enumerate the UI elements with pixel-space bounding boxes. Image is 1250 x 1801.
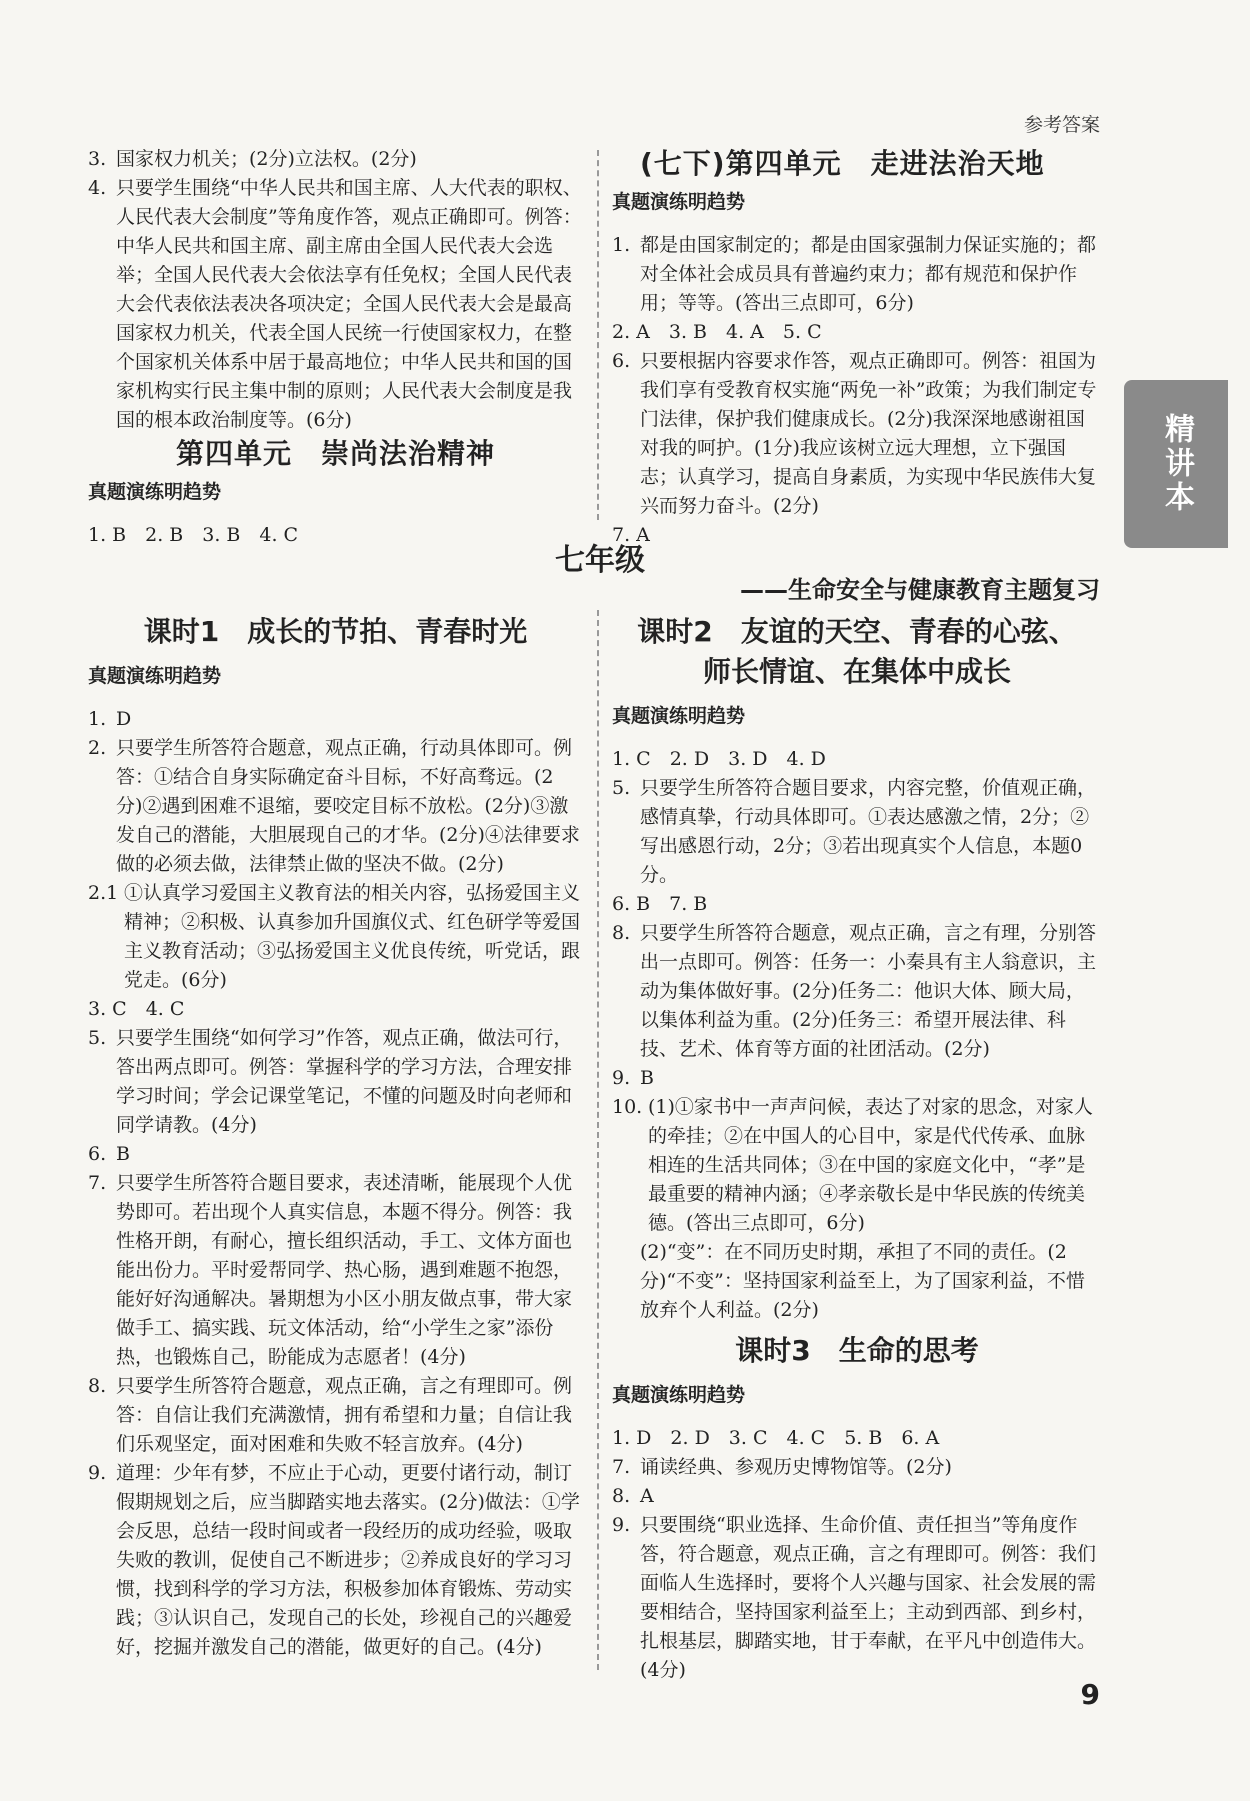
list-item: 1. 都是由国家制定的；都是由国家强制力保证实施的；都对全体社会成员具有普遍约束力；都有规范和保护作用；等等。(答出三点即可，6分) [612, 234, 1097, 314]
right-top-column [612, 145, 1102, 550]
list-item: 9. 只要围绕“职业选择、生命价值、责任担当”等角度作答，符合题意，观点正确，言之有理即可。例答：我们面临人生选择时，要将个人兴趣与国家、社会发展的需要相结合，坚持国家利益至上；主动到西部、到乡村，扎根基层，脚踏实地，甘于奉献，在平凡中创造伟大。(4分) [612, 1514, 1097, 1681]
list-item: 10. (1)①家书中一声声问候，表达了对家的思念，对家人的牵挂；②在中国人的心目中，家是代代传承、血脉相连的生活共同体；③在中国的家庭文化中，“孝”是最重要的精神内涵；④孝亲敬长是中华民族的传统美德。(答出三点即可，6分) [612, 1096, 1093, 1234]
answer-line: 7. A [612, 524, 650, 546]
unit-title: 第四单元 崇尚法治精神 [175, 437, 495, 470]
header-tag: 参考答案 [1023, 114, 1100, 136]
list-item: 2.1 ①认真学习爱国主义教育法的相关内容，弘扬爱国主义精神；②积极、认真参加升国旗仪式、红色研学等爱国主义教育活动；③弘扬爱国主义优良传统，听党话，跟党走。(6分) [88, 882, 581, 991]
answer-line: 1. B 2. B 3. B 4. C [88, 524, 299, 546]
answer-continuation: (2)“变”：在不同历史时期，承担了不同的责任。(2分)“不变”：坚持国家利益至上，为了国家利益，不惜放弃个人利益。(2分) [640, 1241, 1085, 1321]
list-item: 7. 诵读经典、参观历史博物馆等。(2分) [612, 1456, 952, 1478]
trend-label: 真题演练明趋势 [612, 191, 746, 213]
list-item: 2. 只要学生所答符合题意，观点正确，行动具体即可。例答：①结合自身实际确定奋斗目标，不好高骛远。(2分)②遇到困难不退缩，要咬定目标不放松。(2分)③激发自己的潜能，大胆展现自己的才华。(2分)④法律要求做的必须去做，法律禁止做的坚决不做。(2分) [88, 737, 580, 875]
lesson-title: 课时3 生命的思考 [735, 1334, 979, 1367]
trend-label: 真题演练明趋势 [612, 705, 746, 727]
answer-line: 1. D 2. D 3. C 4. C 5. B 6. A [612, 1427, 940, 1449]
page-number: 9 [1080, 1678, 1100, 1711]
list-item: 9. 道理：少年有梦，不应止于心动，更要付诸行动，制订假期规划之后，应当脚踏实地去落实。(2分)做法：①学会反思，总结一段时间或者一段经历的成功经验，吸取失败的教训，促使自己不断进步；②养成良好的学习习惯，找到科学的学习方法，积极参加体育锻炼、劳动实践；③认识自己，发现自己的长处，珍视自己的兴趣爱好，挖掘并激发自己的潜能，做更好的自己。(4分) [88, 1462, 580, 1658]
side-tab-label: 精讲本 [1159, 413, 1194, 515]
list-item: 9. B [612, 1067, 654, 1089]
list-item: 8. A [612, 1485, 654, 1507]
list-item: 1. D [88, 708, 132, 730]
list-item: 5. 只要学生围绕“如何学习”作答，观点正确，做法可行，答出两点即可。例答：掌握科学的学习方法，合理安排学习时间；学会记课堂笔记，不懂的问题及时向老师和同学请教。(4分) [88, 1027, 573, 1136]
answer-line: 2. A 3. B 4. A 5. C [612, 321, 822, 343]
list-item: 8. 只要学生所答符合题意，观点正确，言之有理，分别答出一点即可。例答：任务一：小秦具有主人翁意识，主动为集体做好事。(2分)任务二：他识大体、顾大局，以集体利益为重。(2分)任务三：希望开展法律、科技、艺术、体育等方面的社团活动。(2分) [612, 922, 1097, 1060]
list-item: 3. 国家权力机关；(2分)立法权。(2分) [88, 148, 417, 170]
grade-title: 七年级 [555, 543, 645, 578]
answer-line: 1. C 2. D 3. D 4. D [612, 748, 826, 770]
grade-subtitle: ——生命安全与健康教育主题复习 [740, 576, 1100, 604]
list-item: 5. 只要学生所答符合题目要求，内容完整，价值观正确，感情真挚，行动具体即可。①表达感激之情，2分；②写出感恩行动，2分；③若出现真实个人信息，本题0分。 [612, 777, 1097, 886]
trend-label: 真题演练明趋势 [88, 665, 222, 687]
right-bottom-column [612, 612, 1102, 1685]
lesson-title-line-2: 师长情谊、在集体中成长 [702, 655, 1011, 688]
lesson-title-line-1: 课时2 友谊的天空、青春的心弦、 [637, 615, 1077, 648]
list-item: 4. 只要学生围绕“中华人民共和国主席、人大代表的职权、人民代表大会制度”等角度作答，观点正确即可。例答：中华人民共和国主席、副主席由全国人民代表大会选举；全国人民代表大会依法享有任免权；全国人民代表大会代表依法表决各项决定；全国人民代表大会是最高国家权力机关，代表全国人民统一行使国家权力，在整个国家机关体系中居于最高地位；中华人民共和国的国家机构实行民主集中制的原则；人民代表大会制度是我国的根本政治制度等。(6分) [88, 177, 582, 431]
list-item: 7. 只要学生所答符合题目要求，表述清晰，能展现个人优势即可。若出现个人真实信息，本题不得分。例答：我性格开朗，有耐心，擅长组织活动，手工、文体方面也能出份力。平时爱帮同学、热心肠，遇到难题不抱怨，能好好沟通解决。暑期想为小区小朋友做点事，带大家做手工、搞实践、玩文体活动，给“小学生之家”添份热，也锻炼自己，盼能成为志愿者！(4分) [88, 1172, 573, 1368]
answer-line: 6. B 7. B [612, 893, 708, 915]
trend-label: 真题演练明趋势 [612, 1384, 746, 1406]
lesson-title: 课时1 成长的节拍、青春时光 [143, 615, 528, 648]
side-tab [1124, 380, 1228, 548]
left-bottom-column [88, 612, 583, 1662]
list-item: 6. B [88, 1143, 130, 1165]
column-divider [597, 610, 599, 1670]
column-divider [597, 150, 599, 520]
unit-title: (七下)第四单元 走进法治天地 [640, 147, 1045, 180]
list-item: 6. 只要根据内容要求作答，观点正确即可。例答：祖国为我们享有受教育权实施“两免一补”政策；为我们制定专门法律，保护我们健康成长。(2分)我深深地感谢祖国对我的呵护。(1分)我应该树立远大理想，立下强国志；认真学习，提高自身素质，为实现中华民族伟大复兴而努力奋斗。(2分) [612, 350, 1097, 517]
trend-label: 真题演练明趋势 [88, 481, 222, 503]
left-top-column [88, 145, 583, 550]
list-item: 8. 只要学生所答符合题意，观点正确，言之有理即可。例答：自信让我们充满激情，拥有希望和力量；自信让我们乐观坚定，面对困难和失败不轻言放弃。(4分) [88, 1375, 573, 1455]
answer-line: 3. C 4. C [88, 998, 185, 1020]
